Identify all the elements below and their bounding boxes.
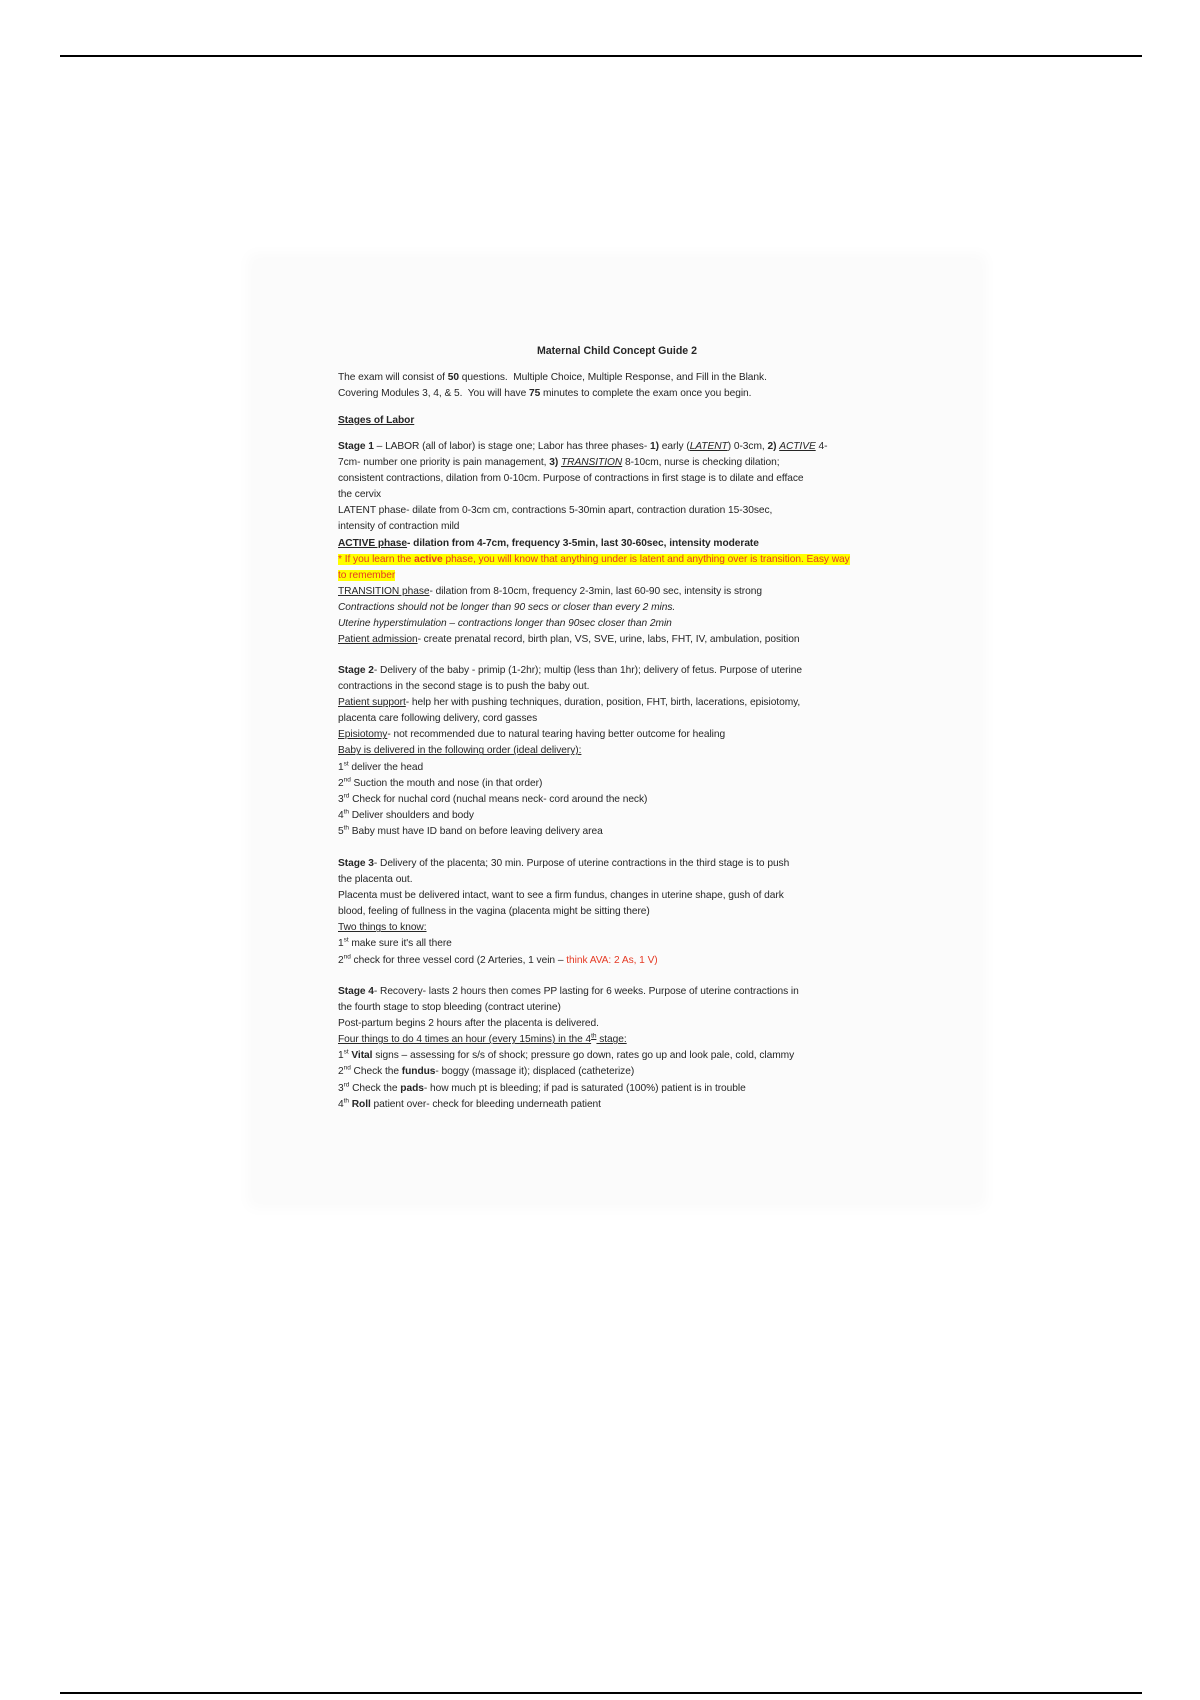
text-run: blood, feeling of fullness in the vagina (placenta might be sitting there) (338, 906, 650, 918)
document-title: Maternal Child Concept Guide 2 (536, 345, 698, 357)
text-line (338, 920, 789, 936)
text-run: - help her with pushing techniques, duration, position, FHT, birth, lacerations, episiotomy, (405, 697, 801, 709)
ordinal-suffix: nd (343, 953, 351, 961)
text-line (338, 552, 850, 568)
ordinal-suffix: nd (343, 776, 351, 784)
italic-text-run: Contractions should not be longer than 90 secs or closer than every 2 mins. (338, 601, 676, 613)
text-run: Baby must have ID band on before leaving delivery area (348, 825, 603, 837)
ordinal-suffix: st (343, 1048, 349, 1056)
text-run: 3 (338, 1082, 344, 1094)
text-line (338, 1048, 799, 1064)
text-run: contractions in the second stage is to push the baby out. (338, 681, 590, 693)
text-line (338, 904, 789, 920)
ordinal-suffix: st (343, 760, 349, 768)
ordinal-suffix: th (343, 808, 349, 816)
underlined-text-run: Baby is delivered in the following order (ideal delivery): (338, 745, 582, 757)
underlined-text-run: ACTIVE (779, 441, 816, 452)
text-line (338, 711, 802, 727)
text-run: Check the (350, 1066, 402, 1078)
text-run: Post-partum begins 2 hours after the placenta is delivered. (338, 1018, 599, 1030)
section-heading: Stages of Labor (338, 415, 415, 426)
bold-text-run: ACTIVE phase (338, 537, 408, 549)
highlighted-text-run: to remember (338, 569, 396, 581)
text-line (338, 1064, 799, 1080)
italic-text-run: Uterine hyperstimulation – contractions longer than 90sec closer than 2min (338, 618, 672, 630)
text-line (338, 487, 850, 503)
text-run: Placenta must be delivered intact, want to see a firm fundus, changes in uterine shape, gush of dark (338, 890, 784, 902)
text-run: intensity of contraction mild (338, 521, 460, 533)
text-run: deliver the head (348, 761, 424, 773)
text-run: ) 0-3cm, (727, 441, 768, 452)
text-run: Check the (349, 1082, 401, 1094)
underlined-text-run: stage: (596, 1034, 627, 1046)
text-line (338, 888, 789, 904)
text-line (338, 953, 789, 969)
text-run: – LABOR (all of labor) is stage one; Labor has three phases- (373, 441, 650, 452)
text-run: questions. Multiple Choice, Multiple Response, and Fill in the Blank. (458, 372, 767, 383)
text-run: check for three vessel cord (2 Arteries, 1 vein – (350, 954, 567, 966)
highlighted-text-run: phase, you will know that anything under is latent and anything over is transition. Easy way (442, 553, 850, 565)
text-run: the fourth stage to stop bleeding (contract uterine) (338, 1002, 561, 1014)
ordinal-suffix: st (343, 937, 349, 945)
text-line (338, 536, 850, 552)
ordinal-suffix: th (343, 1097, 349, 1105)
text-line (338, 1097, 799, 1113)
bold-text-run: Roll (351, 1098, 371, 1110)
text-run: signs – assessing for s/s of shock; pressure go down, rates go up and look pale, cold, clammy (372, 1050, 795, 1062)
text-line (338, 370, 767, 386)
text-line (338, 679, 802, 695)
text-run: - how much pt is bleeding; if pad is saturated (100%) patient is in trouble (423, 1082, 746, 1094)
text-run: The exam will consist of (338, 372, 448, 383)
text-run: - Delivery of the baby - primip (1-2hr); multip (less than 1hr); delivery of fetus. Purpose of uterine (373, 665, 802, 676)
text-run: - Delivery of the placenta; 30 min. Purpose of uterine contractions in the third stage is to push (373, 858, 790, 869)
stage-2-section (338, 663, 802, 840)
text-line (338, 455, 850, 471)
highlighted-text-run: active (414, 553, 443, 565)
text-line (338, 616, 850, 632)
text-line (338, 760, 802, 776)
text-line (338, 727, 802, 743)
text-run: - Recovery- lasts 2 hours then comes PP lasting for 6 weeks. Purpose of uterine contractions in (373, 986, 799, 997)
text-line (338, 471, 850, 487)
scanned-page (254, 260, 980, 1202)
text-run: 8-10cm, nurse is checking dilation; (622, 457, 780, 469)
text-run: make sure it's all there (348, 938, 452, 950)
text-line (338, 439, 850, 455)
bold-text-run: 2) (767, 441, 777, 452)
text-line (338, 1081, 799, 1097)
text-line (338, 856, 789, 872)
text-line (338, 600, 850, 616)
top-rule (60, 55, 1142, 57)
text-run: Check for nuchal cord (nuchal means neck- cord around the neck) (349, 793, 648, 805)
highlighted-text-run: * If you learn the (338, 553, 415, 565)
text-run: early ( (658, 441, 690, 452)
bold-text-run: Stage 2 (338, 665, 374, 676)
exam-info (338, 370, 767, 402)
underlined-text-run: Two things to know: (338, 922, 427, 934)
underlined-text-run: Episiotomy (338, 729, 388, 741)
text-run: 4- (815, 441, 828, 452)
text-run: 5 (338, 825, 344, 837)
text-run: 1 (338, 761, 344, 773)
ordinal-suffix: nd (343, 1065, 351, 1073)
stage-4-section (338, 984, 799, 1113)
red-text-run: think AVA: 2 As, 1 V) (566, 954, 658, 966)
text-line (338, 984, 799, 1000)
ordinal-suffix: rd (343, 792, 350, 800)
text-line (338, 743, 802, 759)
underlined-text-run: TRANSITION (560, 457, 623, 469)
text-run: the placenta out. (338, 874, 413, 886)
text-line (338, 386, 767, 402)
text-run: - boggy (massage it); displaced (catheterize) (435, 1066, 635, 1078)
bold-text-run: Stage 4 (338, 986, 374, 997)
text-run: minutes to complete the exam once you begin. (540, 388, 752, 400)
text-line (338, 936, 789, 952)
text-run: 2 (338, 1066, 344, 1078)
text-line (338, 584, 850, 600)
text-run: placenta care following delivery, cord gasses (338, 713, 538, 725)
underlined-text-run: Patient admission (338, 634, 418, 646)
text-line (338, 519, 850, 535)
text-line (338, 695, 802, 711)
text-line (338, 503, 850, 519)
underlined-text-run: TRANSITION phase (338, 585, 430, 597)
text-line (338, 1016, 799, 1032)
bold-text-run: Vital (351, 1050, 373, 1062)
text-run: 4 (338, 809, 344, 821)
text-line (338, 1032, 799, 1048)
text-run: Suction the mouth and nose (in that order) (350, 777, 543, 789)
text-run: LATENT phase- dilate from 0-3cm cm, contractions 5-30min apart, contraction duration 15-30sec, (338, 505, 773, 517)
bold-text-run: fundus (401, 1066, 436, 1078)
bold-text-run: Stage 1 (338, 441, 374, 452)
bold-text-run: 75 (528, 388, 541, 400)
text-run: patient over- check for bleeding underneath patient (370, 1098, 601, 1110)
text-line (338, 1000, 799, 1016)
text-run: 7cm- number one priority is pain management, (338, 457, 550, 469)
text-run: Deliver shoulders and body (348, 809, 474, 821)
bold-text-run: Stage 3 (338, 858, 374, 869)
text-run: 1 (338, 938, 344, 950)
bottom-rule (60, 1692, 1142, 1694)
bold-text-run: 3) (549, 457, 559, 469)
stage-1-section (338, 439, 850, 648)
underlined-text-run: Patient support (338, 697, 406, 709)
bold-text-run: pads (400, 1082, 424, 1094)
text-run: consistent contractions, dilation from 0-10cm. Purpose of contractions in first stage is to dilate and efface (338, 473, 804, 485)
text-line (338, 872, 789, 888)
underlined-text-run: Four things to do 4 times an hour (every 15mins) in the 4 (338, 1034, 592, 1046)
bold-text-run: 50 (447, 372, 459, 383)
text-line (338, 824, 802, 840)
bold-text-run: - dilation from 4-7cm, frequency 3-5min, last 30-60sec, intensity moderate (407, 537, 759, 549)
text-line (338, 776, 802, 792)
text-line (338, 808, 802, 824)
text-run: 2 (338, 777, 344, 789)
text-line (338, 568, 850, 584)
text-line (338, 792, 802, 808)
text-run: - not recommended due to natural tearing having better outcome for healing (387, 729, 726, 741)
text-run: 4 (338, 1098, 344, 1110)
stage-3-section (338, 856, 789, 969)
text-line (338, 632, 850, 648)
ordinal-suffix: th (343, 824, 349, 832)
text-run: - dilation from 8-10cm, frequency 2-3min, last 60-90 sec, intensity is strong (429, 585, 762, 597)
text-run: the cervix (338, 489, 382, 501)
text-run: - create prenatal record, birth plan, VS, SVE, urine, labs, FHT, IV, ambulation, position (417, 634, 800, 646)
ordinal-suffix: rd (343, 1081, 350, 1089)
text-run: 3 (338, 793, 344, 805)
underlined-text-run: LATENT (689, 441, 728, 452)
text-run: 1 (338, 1050, 344, 1062)
bold-text-run: 1) (649, 441, 659, 452)
ordinal-suffix: th (591, 1032, 597, 1040)
text-line (338, 663, 802, 679)
text-run: 2 (338, 954, 344, 966)
text-run: Covering Modules 3, 4, & 5. You will have (338, 388, 529, 400)
